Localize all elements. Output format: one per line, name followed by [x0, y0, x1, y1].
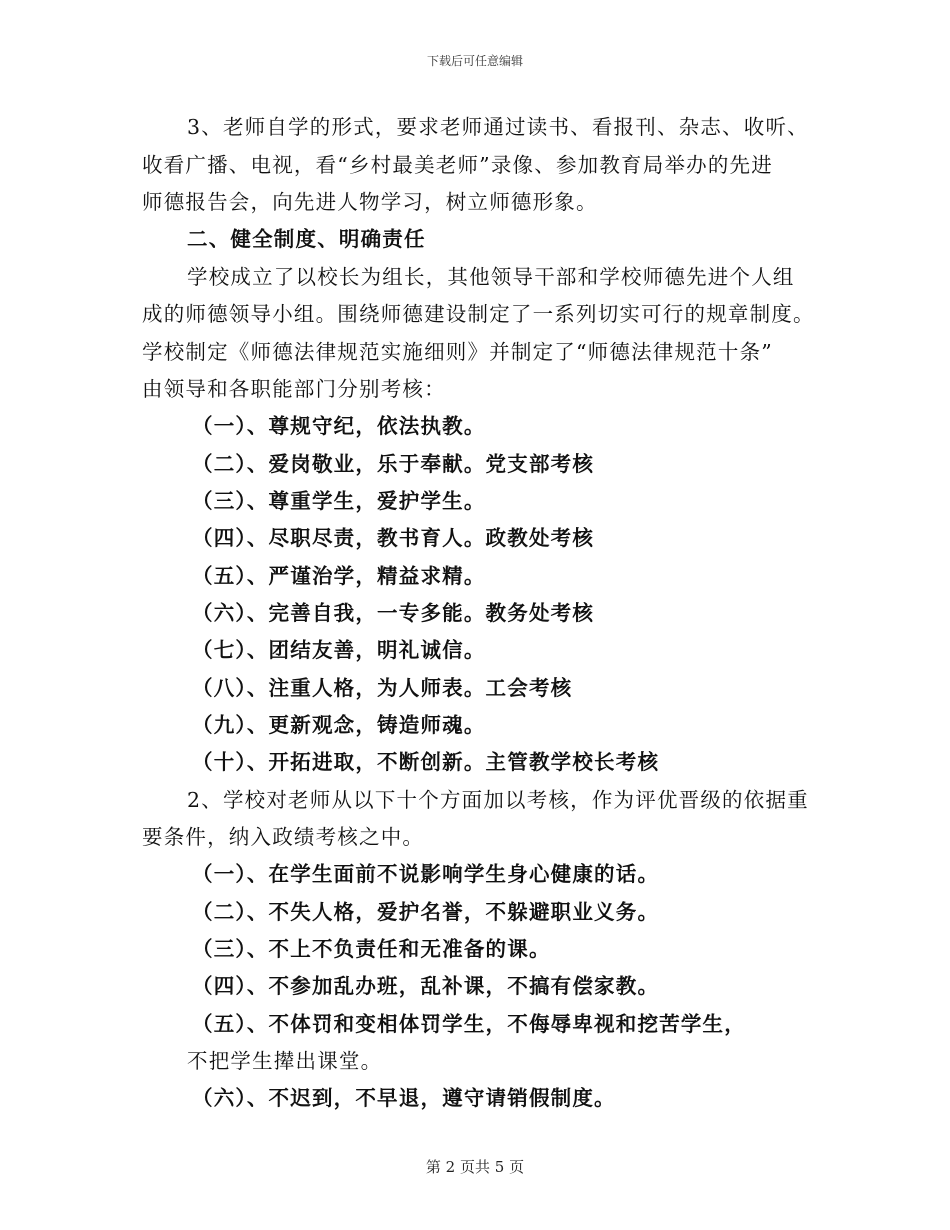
list-item: （一）、在学生面前不说影响学生身心健康的话。 [192, 862, 660, 886]
list-item: （五）、不体罚和变相体罚学生，不侮辱卑视和挖苦学生， [192, 1012, 746, 1036]
list-item: （四）、不参加乱办班，乱补课，不搞有偿家教。 [192, 974, 660, 998]
list-item: （六）、不迟到，不早退，遵守请销假制度。 [192, 1086, 616, 1110]
list-item: （二）、爱岗敬业，乐于奉献。党支部考核 [192, 452, 595, 476]
paragraph-line: 3、老师自学的形式，要求老师通过读书、看报刊、杂志、收听、 [187, 115, 809, 139]
list-item: （三）、不上不负责任和无准备的课。 [192, 937, 551, 961]
paragraph-line: 成的师德领导小组。围绕师德建设制定了一系列切实可行的规章制度。 [142, 302, 815, 326]
list-item: （三）、尊重学生，爱护学生。 [192, 489, 486, 513]
list-item: （十）、开拓进取，不断创新。主管教学校长考核 [192, 750, 660, 774]
list-item: （九）、更新观念，铸造师魂。 [192, 713, 486, 737]
list-item: （四）、尽职尽责，教书育人。政教处考核 [192, 526, 595, 550]
paragraph-line: 由领导和各职能部门分别考核： [142, 377, 446, 401]
paragraph-line: 学校制定《师德法律规范实施细则》并制定了“师德法律规范十条” [142, 340, 773, 364]
paragraph-line: 师德报告会，向先进人物学习，树立师德形象。 [142, 190, 598, 214]
list-item-continuation: 不把学生撵出课堂。 [187, 1049, 383, 1073]
paragraph-line: 要条件，纳入政绩考核之中。 [142, 825, 425, 849]
paragraph-line: 收看广播、电视，看“乡村最美老师”录像、参加教育局举办的先进 [142, 153, 773, 177]
section-heading: 二、健全制度、明确责任 [187, 227, 426, 251]
paragraph-line: 学校成立了以校长为组长，其他领导干部和学校师德先进个人组 [187, 265, 795, 289]
list-item: （六）、完善自我，一专多能。教务处考核 [192, 601, 595, 625]
list-item: （一）、尊规守纪，依法执教。 [192, 414, 486, 438]
list-item: （五）、严谨治学，精益求精。 [192, 564, 486, 588]
list-item: （八）、注重人格，为人师表。工会考核 [192, 676, 573, 700]
paragraph-line: 2、学校对老师从以下十个方面加以考核，作为评优晋级的依据重 [187, 788, 809, 812]
page-footer: 第 2 页共 5 页 [425, 1158, 525, 1176]
list-item: （七）、团结友善，明礼诚信。 [192, 638, 486, 662]
page-header: 下载后可任意编辑 [426, 54, 523, 68]
list-item: （二）、不失人格，爱护名誉，不躲避职业义务。 [192, 900, 660, 924]
